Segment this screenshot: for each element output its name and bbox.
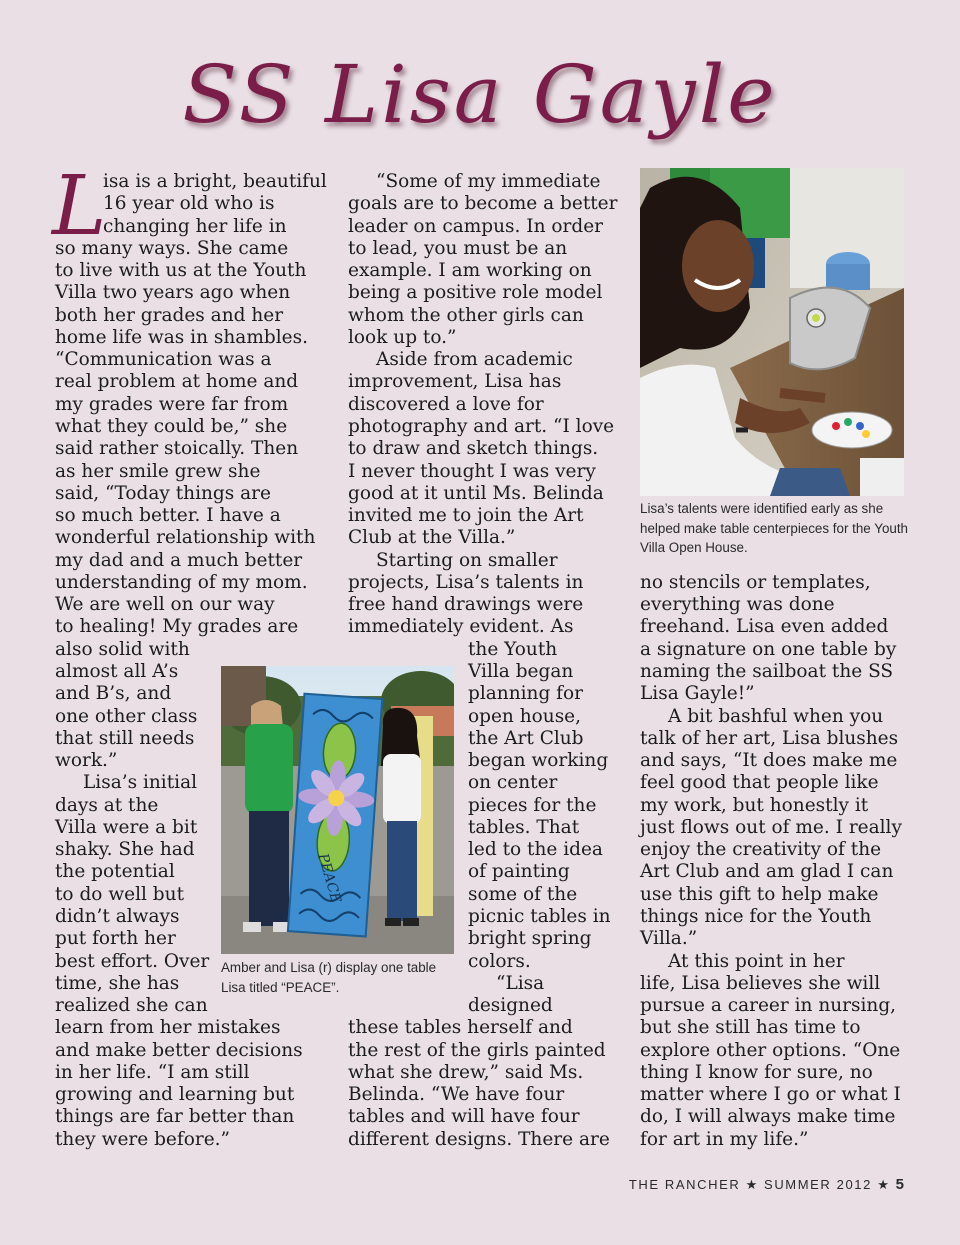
text-line: of painting [468,861,570,882]
caption-line: Lisa titled “PEACE”. [221,979,340,995]
text-line: no stencils or templates, [640,572,871,593]
text-line: enjoy the creativity of the [640,839,882,860]
article-title: SS Lisa Gayle [182,48,778,141]
text-line: things are far better than [55,1106,295,1127]
text-line: Club at the Villa.” [348,527,516,548]
text-line: different designs. There are [348,1129,610,1150]
text-line: Villa began [468,661,574,682]
text-line: understanding of my mom. [55,572,308,593]
text-line: immediately evident. As [348,616,574,637]
page-footer [629,1176,904,1193]
text-line: do, I will always make time [640,1106,896,1127]
text-line: free hand drawings were [348,594,584,615]
text-line: photography and art. “I love [348,416,615,437]
text-line: leader on campus. In order [348,216,604,237]
text-line: both her grades and her [55,305,284,326]
text-line: Lisa’s initial [83,772,198,793]
text-line: also solid with [55,639,190,660]
text-line: said, “Today things are [55,483,271,504]
text-line: said rather stoically. Then [55,438,299,459]
text-line: a signature on one table by [640,639,897,660]
text-line: naming the sailboat the SS [640,661,894,682]
text-line: being a positive role model [348,282,603,303]
text-line: pursue a career in nursing, [640,995,897,1016]
text-line: my work, but honestly it [640,795,869,816]
text-line: the potential [55,861,175,882]
drop-cap: L [52,159,107,254]
text-line: the Youth [468,639,558,660]
text-line: improvement, Lisa has [348,371,562,392]
caption-top-photo [640,499,908,558]
text-line: Art Club and am glad I can [640,861,894,882]
text-line: explore other options. “One [640,1040,901,1061]
text-line: and B’s, and [55,683,172,704]
text-line: picnic tables in [468,906,611,927]
text-line: as her smile grew she [55,461,261,482]
text-line: feel good that people like [640,772,879,793]
text-line: designed [468,995,553,1016]
text-line: didn’t always [55,906,180,927]
text-line: “Communication was a [55,349,272,370]
star-separator-icon: ★ [745,1177,765,1192]
text-line: time, she has [55,973,180,994]
text-line: goals are to become a better [348,193,618,214]
text-line: realized she can [55,995,208,1016]
text-line: what she drew,” said Ms. [348,1062,584,1083]
text-line: good at it until Ms. Belinda [348,483,604,504]
page-number: 5 [895,1176,904,1193]
text-line: At this point in her [668,951,845,972]
text-line: thing I know for sure, no [640,1062,873,1083]
text-line: but she still has time to [640,1017,861,1038]
caption-line: helped make table centerpieces for the Youth [640,520,909,536]
text-line: learn from her mistakes [55,1017,281,1038]
text-line: discovered a love for [348,394,544,415]
text-line: led to the idea [468,839,603,860]
text-line: example. I am working on [348,260,592,281]
text-line: Villa were a bit [55,817,198,838]
star-separator-icon: ★ [877,1177,896,1192]
text-line: A bit bashful when you [668,706,884,727]
text-line: freehand. Lisa even added [640,616,889,637]
text-line: Starting on smaller [376,550,558,571]
caption-line: Amber and Lisa (r) display one table [221,960,437,975]
text-line: Aside from academic [376,349,573,370]
text-line: I never thought I was very [348,461,596,482]
text-line: shaky. She had [55,839,195,860]
text-line: the Art Club [468,728,584,749]
text-line: home life was in shambles. [55,327,308,348]
text-line: projects, Lisa’s talents in [348,572,584,593]
photo-lisa-painting [640,168,904,496]
text-line: tables. That [468,817,580,838]
text-line: and says, “It does make me [640,750,898,771]
text-line: the rest of the girls painted [348,1040,606,1061]
text-line: life, Lisa believes she will [640,973,881,994]
text-line: that still needs [55,728,195,749]
text-line: they were before.” [55,1129,230,1150]
text-line: whom the other girls can [348,305,584,326]
text-line: one other class [55,706,198,727]
text-line: “Lisa [496,973,545,994]
text-line: things nice for the Youth [640,906,872,927]
text-line: real problem at home and [55,371,299,392]
text-line: look up to.” [348,327,457,348]
text-line: invited me to join the Art [348,505,584,526]
text-line: open house, [468,706,582,727]
caption-line: Lisa’s talents were identified early as she [640,501,884,516]
painted-peace-text: PEACE [314,851,344,905]
publication-name: THE RANCHER [628,1177,741,1192]
text-line: for art in my life.” [640,1129,809,1150]
text-line: best effort. Over [55,951,210,972]
text-line: tables and will have four [348,1106,580,1127]
issue-date: SUMMER 2012 [764,1177,872,1192]
text-line: my grades were far from [55,394,289,415]
text-line: to draw and sketch things. [348,438,599,459]
text-line: use this gift to help make [640,884,879,905]
text-line: to healing! My grades are [55,616,299,637]
caption-middle-photo [221,958,436,997]
text-line: Lisa Gayle!” [640,683,755,704]
text-line: “Some of my immediate [376,171,601,192]
text-line: wonderful relationship with [55,527,316,548]
text-line: 16 year old who is [103,193,275,214]
text-line: We are well on our way [55,594,275,615]
text-line: talk of her art, Lisa blushes [640,728,899,749]
text-line: on center [468,772,558,793]
text-line: Villa.” [640,928,698,949]
text-line: Belinda. “We have four [348,1084,565,1105]
text-line: Villa two years ago when [55,282,291,303]
text-line: and make better decisions [55,1040,303,1061]
text-line: so many ways. She came [55,238,289,259]
text-line: matter where I go or what I [640,1084,901,1105]
text-line: just flows out of me. I really [640,817,902,838]
text-line: what they could be,” she [55,416,288,437]
text-line: changing her life in [103,216,287,237]
text-line: colors. [468,951,531,972]
text-line: almost all A’s [55,661,179,682]
text-line: my dad and a much better [55,550,303,571]
text-line: some of the [468,884,578,905]
text-line: these tables herself and [348,1017,573,1038]
text-line: in her life. “I am still [55,1062,250,1083]
text-line: put forth her [55,928,176,949]
text-line: isa is a bright, beautiful [103,171,327,192]
text-line: to do well but [55,884,185,905]
photo-peace-table [221,666,454,954]
text-line: work.” [55,750,118,771]
text-line: so much better. I have a [55,505,281,526]
text-line: planning for [468,683,584,704]
text-line: bright spring [468,928,592,949]
text-line: growing and learning but [55,1084,295,1105]
text-line: pieces for the [468,795,597,816]
text-line: everything was done [640,594,835,615]
caption-line: Villa Open House. [640,540,748,555]
text-line: to live with us at the Youth [55,260,307,281]
text-line: days at the [55,795,159,816]
text-line: began working [468,750,609,771]
text-line: to lead, you must be an [348,238,568,259]
